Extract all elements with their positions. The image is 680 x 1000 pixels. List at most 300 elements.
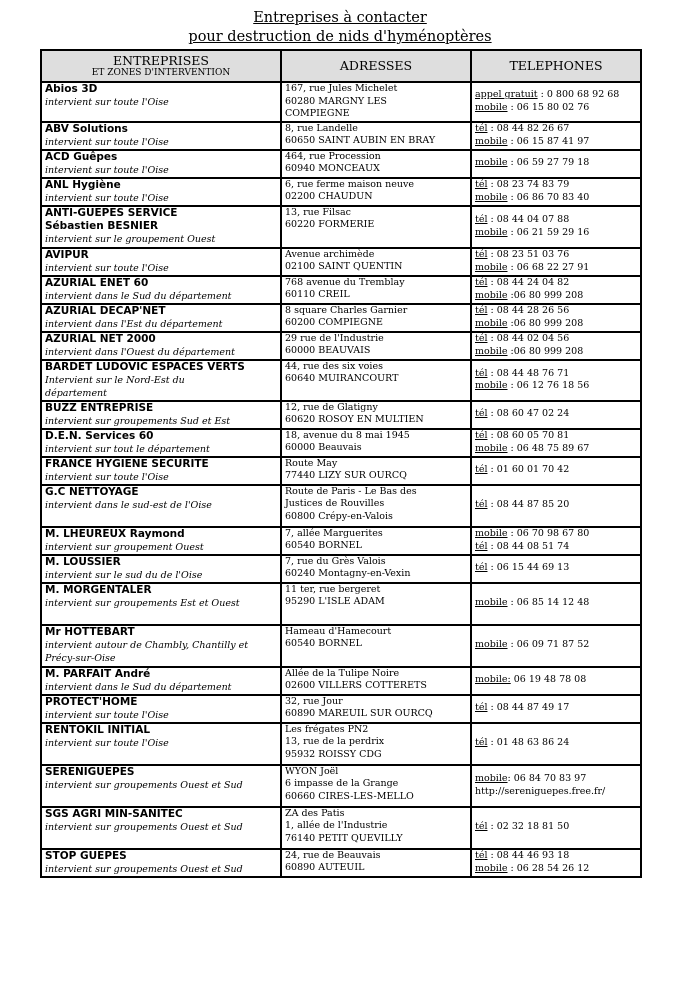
address-line: 7, allée Marguerites — [285, 527, 383, 539]
phone-number: : 06 21 59 29 16 — [507, 226, 590, 238]
company-name: BARDET LUDOVIC ESPACES VERTS — [45, 360, 245, 373]
phone-cell — [471, 555, 641, 583]
company-cell — [41, 122, 281, 150]
phone-number: : 01 60 01 70 42 — [487, 464, 570, 476]
phone-line — [475, 674, 637, 687]
company-cell — [41, 485, 281, 527]
address-line: 60620 ROSOY EN MULTIEN — [285, 414, 424, 425]
intervention-zone: intervient sur toute l'Oise — [45, 97, 169, 108]
phone-cell — [471, 485, 641, 527]
address-cell — [281, 695, 471, 723]
table-row — [41, 555, 641, 583]
phone-line — [475, 214, 637, 227]
phone-line — [475, 192, 637, 205]
table-row — [41, 150, 641, 178]
address-line: 167, rue Jules Michelet — [285, 83, 398, 94]
address-cell — [281, 555, 471, 583]
company-cell — [41, 807, 281, 849]
address-line: 464, rue Procession — [285, 150, 381, 162]
table-row — [41, 457, 641, 485]
address-line: ZA des Patis — [285, 807, 345, 819]
address-line: 60650 SAINT AUBIN EN BRAY — [285, 135, 436, 146]
table-row — [41, 695, 641, 723]
company-name: ANL Hygiène — [45, 178, 121, 191]
company-name: AZURIAL DECAP'NET — [45, 304, 166, 317]
table-row — [41, 276, 641, 304]
address-line: 60220 FORMERIE — [285, 219, 375, 230]
company-name: ABV Solutions — [45, 122, 128, 135]
intervention-zone: intervient sur groupements Ouest et Sud — [45, 779, 243, 791]
company-cell — [41, 178, 281, 206]
company-name: M. LOUSSIER — [45, 555, 121, 568]
page-title-line-1: Entreprises à contacter — [253, 10, 427, 26]
address-cell — [281, 765, 471, 807]
phone-number: : 08 44 82 26 67 — [487, 123, 570, 134]
table-row — [41, 765, 641, 807]
table-row — [41, 485, 641, 527]
phone-line — [475, 430, 637, 443]
phone-line — [475, 821, 637, 834]
phone-line — [475, 639, 637, 652]
phone-cell — [471, 178, 641, 206]
phone-type-label: tél — [475, 277, 488, 288]
phone-type-label: tél — [475, 305, 488, 316]
phone-line — [475, 528, 637, 541]
phone-cell — [471, 82, 641, 122]
address-line: 8 square Charles Garnier — [285, 304, 408, 316]
phone-cell — [471, 276, 641, 304]
address-line: Justices de Rouvilles — [285, 498, 385, 509]
phone-type-label: tél — [475, 123, 488, 134]
phone-cell — [471, 695, 641, 723]
phone-number: :06 80 999 208 — [507, 345, 584, 357]
address-line: 1, allée de l'Industrie — [285, 820, 388, 831]
phone-line — [475, 464, 637, 477]
phone-type-label: tél — [475, 333, 488, 344]
phone-line — [475, 136, 637, 149]
company-cell — [41, 555, 281, 583]
phone-type-label: tél — [475, 430, 488, 441]
phone-number: : 08 23 74 83 79 — [487, 179, 570, 190]
address-line: 60890 MAREUIL SUR OURCQ — [285, 708, 433, 719]
address-line: 77440 LIZY SUR OURCQ — [285, 470, 407, 481]
address-cell — [281, 485, 471, 527]
address-cell — [281, 206, 471, 248]
address-cell — [281, 807, 471, 849]
company-cell — [41, 583, 281, 625]
address-cell — [281, 304, 471, 332]
address-cell — [281, 178, 471, 206]
address-line: Allée de la Tulipe Noire — [285, 667, 400, 679]
phone-number: : 06 59 27 79 18 — [507, 157, 590, 169]
company-name: M. PARFAIT André — [45, 667, 151, 680]
phone-type-label: tél — [475, 214, 488, 225]
phone-line — [475, 408, 637, 421]
header-adresses-label: ADRESSES — [339, 58, 413, 73]
company-name: PROTECT'HOME — [45, 695, 138, 708]
company-name: BUZZ ENTREPRISE — [45, 401, 154, 414]
phone-number: : 06 84 70 83 97 — [507, 773, 587, 784]
phone-number: : 08 60 47 02 24 — [487, 408, 570, 420]
address-line: Les frégates PN2 — [285, 723, 369, 735]
address-line: 95290 L'ISLE ADAM — [285, 596, 385, 607]
header-entreprises-sub: ET ZONES D'INTERVENTION — [91, 67, 231, 78]
phone-type-label: tél — [475, 702, 488, 714]
phone-number: : 06 85 14 12 48 — [507, 597, 590, 609]
phone-number: : 0 800 68 92 68 — [537, 89, 620, 101]
phone-number: : 06 15 87 41 97 — [507, 135, 590, 147]
address-cell — [281, 849, 471, 877]
phone-cell — [471, 457, 641, 485]
phone-type-label: tél — [475, 499, 488, 511]
phone-type-label: mobile — [475, 317, 508, 329]
phone-line — [475, 368, 637, 381]
address-line: 24, rue de Beauvais — [285, 849, 381, 861]
phone-cell — [471, 206, 641, 248]
phone-line — [475, 102, 637, 115]
table-row — [41, 429, 641, 457]
phone-number: : 02 32 18 81 50 — [487, 821, 570, 833]
address-line: Hameau d'Hamecourt — [285, 625, 392, 637]
address-cell — [281, 429, 471, 457]
phone-type-label: mobile — [475, 597, 508, 609]
phone-number: : 08 44 48 76 71 — [487, 367, 570, 379]
intervention-zone: intervient dans le Sud du département — [45, 290, 232, 302]
address-line: 02600 VILLERS COTTERETS — [285, 680, 427, 691]
phone-type-label: tél — [475, 850, 488, 861]
intervention-zone: intervient sur groupements Ouest et Sud — [45, 863, 243, 875]
company-name: ANTI-GUEPES SERVICE — [45, 206, 178, 219]
company-cell — [41, 206, 281, 248]
address-line: 02100 SAINT QUENTIN — [285, 261, 403, 272]
phone-line — [475, 346, 637, 359]
intervention-zone: intervient sur groupements Est et Ouest — [45, 597, 240, 609]
table-row — [41, 178, 641, 206]
address-line: 60280 MARGNY LES — [285, 95, 387, 107]
address-line: 60540 BORNEL — [285, 638, 362, 649]
phone-cell — [471, 807, 641, 849]
address-cell — [281, 457, 471, 485]
address-cell — [281, 723, 471, 765]
phone-type-label: tél — [475, 821, 488, 833]
phone-number: : 08 44 46 93 18 — [487, 850, 570, 861]
company-name: Sébastien BESNIER — [45, 219, 159, 232]
header-adresses — [281, 50, 471, 82]
phone-type-label: mobile — [475, 191, 508, 203]
phone-cell — [471, 360, 641, 401]
intervention-zone: intervient sur toute l'Oise — [45, 164, 169, 176]
address-line: 60110 CREIL — [285, 289, 350, 300]
header-entreprises — [41, 50, 281, 82]
phone-cell — [471, 122, 641, 150]
phone-type-label: mobile — [475, 157, 508, 169]
phone-line — [475, 443, 637, 456]
address-line: 60890 AUTEUIL — [285, 862, 365, 873]
address-line: WYON Joël — [285, 765, 339, 777]
company-cell — [41, 457, 281, 485]
company-name: Abios 3D — [45, 83, 98, 95]
phone-cell — [471, 401, 641, 429]
phone-number: : 06 48 75 89 67 — [507, 442, 590, 454]
phone-type-label: tél — [475, 179, 488, 190]
phone-line — [475, 249, 637, 262]
company-cell — [41, 667, 281, 695]
intervention-zone: département — [45, 387, 107, 399]
company-name: SERENIGUEPES — [45, 765, 135, 778]
table-row — [41, 206, 641, 248]
company-cell — [41, 765, 281, 807]
intervention-zone: intervient dans l'Ouest du département — [45, 346, 235, 358]
address-line: Avenue archimède — [285, 248, 375, 260]
address-line: 60940 MONCEAUX — [285, 163, 380, 174]
company-name: AZURIAL ENET 60 — [45, 276, 149, 289]
company-name: AVIPUR — [45, 248, 89, 261]
address-line: 29 rue de l'Industrie — [285, 332, 384, 344]
table-row — [41, 625, 641, 667]
company-name: RENTOKIL INITIAL — [45, 723, 151, 736]
phone-line — [475, 262, 637, 275]
phone-cell — [471, 248, 641, 276]
phone-type-label: mobile — [475, 442, 508, 454]
address-line: 13, rue de la perdrix — [285, 736, 385, 747]
intervention-zone: intervient sur toute l'Oise — [45, 192, 169, 204]
phone-number: : 06 12 76 18 56 — [507, 380, 590, 391]
company-name: STOP GUEPES — [45, 849, 127, 862]
phone-type-label: mobile — [475, 135, 508, 147]
company-cell — [41, 625, 281, 667]
phone-line — [475, 562, 637, 575]
company-cell — [41, 849, 281, 877]
company-name: ACD Guêpes — [45, 150, 118, 163]
phone-type-label: tél — [475, 408, 488, 420]
address-line: COMPIEGNE — [285, 108, 350, 119]
address-line: 02200 CHAUDUN — [285, 191, 373, 202]
table-row — [41, 401, 641, 429]
intervention-zone: intervient sur toute l'Oise — [45, 471, 169, 483]
table-row — [41, 332, 641, 360]
address-cell — [281, 583, 471, 625]
company-cell — [41, 248, 281, 276]
address-cell — [281, 150, 471, 178]
table-row — [41, 122, 641, 150]
address-line: 60000 BEAUVAIS — [285, 345, 371, 356]
table-row — [41, 82, 641, 122]
address-line: 60240 Montagny-en-Vexin — [285, 568, 411, 579]
intervention-zone: Intervient sur le Nord-Est du — [45, 374, 185, 386]
table-row — [41, 849, 641, 877]
company-name: G.C NETTOYAGE — [45, 485, 139, 498]
phone-number: : 08 23 51 03 76 — [487, 249, 570, 260]
company-cell — [41, 332, 281, 360]
header-telephones — [471, 50, 641, 82]
company-cell — [41, 723, 281, 765]
address-line: 76140 PETIT QUEVILLY — [285, 832, 403, 844]
address-line: 60000 Beauvais — [285, 442, 362, 453]
address-cell — [281, 527, 471, 555]
intervention-zone: intervient sur groupements Ouest et Sud — [45, 821, 243, 833]
intervention-zone: intervient dans le sud-est de l'Oise — [45, 499, 212, 511]
company-name: AZURIAL NET 2000 — [45, 332, 156, 345]
phone-cell — [471, 765, 641, 807]
phone-type-label: tél — [475, 540, 488, 552]
phone-type-label: mobile — [475, 862, 508, 874]
phone-type-label: tél — [475, 464, 488, 476]
phone-line — [475, 157, 637, 170]
intervention-zone: intervient dans l'Est du département — [45, 318, 223, 330]
address-line: 18, avenue du 8 mai 1945 — [285, 429, 410, 441]
company-name: Mr HOTTEBART — [45, 625, 135, 638]
address-line: 60540 BORNEL — [285, 540, 362, 551]
address-line: 60200 COMPIEGNE — [285, 317, 383, 328]
table-row — [41, 360, 641, 401]
phone-line — [475, 123, 637, 136]
table-row — [41, 583, 641, 625]
intervention-zone: intervient sur toute l'Oise — [45, 737, 169, 749]
address-line: Route May — [285, 457, 338, 469]
address-cell — [281, 667, 471, 695]
phone-line — [475, 773, 637, 786]
phone-line — [475, 380, 637, 393]
phone-line — [475, 227, 637, 240]
phone-number: : 08 44 87 85 20 — [487, 499, 570, 511]
phone-number: : 01 48 63 86 24 — [487, 737, 570, 749]
phone-number: : 08 44 04 07 88 — [487, 214, 570, 225]
phone-number: :06 80 999 208 — [507, 289, 584, 301]
phone-number: :06 80 999 208 — [507, 317, 584, 329]
phone-number: : 06 15 44 69 13 — [487, 562, 570, 574]
phone-type-label: mobile — [475, 639, 508, 651]
address-line: 95932 ROISSY CDG — [285, 748, 382, 760]
address-line: 44, rue des six voies — [285, 360, 383, 372]
table-row — [41, 807, 641, 849]
intervention-zone: intervient dans le Sud du département — [45, 681, 232, 693]
phone-number: : 06 15 80 02 76 — [507, 101, 590, 113]
phone-line — [475, 179, 637, 192]
phone-cell — [471, 304, 641, 332]
phone-number: : 08 44 24 04 82 — [487, 277, 570, 288]
intervention-zone: intervient autour de Chambly, Chantilly et — [45, 639, 249, 651]
address-line: 6, rue ferme maison neuve — [285, 178, 415, 190]
intervention-zone: intervient sur toute l'Oise — [45, 136, 169, 148]
company-cell — [41, 276, 281, 304]
company-cell — [41, 429, 281, 457]
phone-number: : 08 44 08 51 74 — [487, 540, 570, 552]
intervention-zone: intervient sur groupement Ouest — [45, 541, 204, 553]
phone-line — [475, 597, 637, 610]
address-line: 7, rue du Grès Valois — [285, 555, 386, 567]
address-line: 13, rue Filsac — [285, 206, 351, 218]
phone-type-label: mobile — [475, 261, 508, 273]
phone-type-label: tél — [475, 562, 488, 574]
address-line: 8, rue Landelle — [285, 122, 358, 134]
company-cell — [41, 527, 281, 555]
phone-type-label: appel gratuit — [475, 89, 538, 101]
company-name: M. LHEUREUX Raymond — [45, 527, 185, 540]
address-cell — [281, 401, 471, 429]
phone-line — [475, 89, 637, 102]
address-line: 60660 CIRES-LES-MELLO — [285, 790, 414, 802]
phone-line — [475, 850, 637, 863]
address-line: 12, rue de Glatigny — [285, 401, 378, 413]
table-row — [41, 723, 641, 765]
company-cell — [41, 695, 281, 723]
table-row — [41, 248, 641, 276]
phone-number: : 06 68 22 27 91 — [507, 261, 590, 273]
phone-number: : 06 28 54 26 12 — [507, 862, 590, 874]
company-name: SGS AGRI MIN-SANITEC — [45, 807, 183, 820]
table-row — [41, 527, 641, 555]
intervention-zone: intervient sur tout le département — [45, 443, 210, 455]
phone-type-label: mobile — [475, 380, 508, 391]
address-line: 6 impasse de la Grange — [285, 778, 399, 789]
address-line: 60640 MUIRANCOURT — [285, 373, 399, 384]
company-name: D.E.N. Services 60 — [45, 429, 154, 442]
phone-type-label: mobile — [475, 101, 508, 113]
address-cell — [281, 82, 471, 122]
intervention-zone: intervient sur groupements Sud et Est — [45, 415, 231, 427]
address-cell — [281, 332, 471, 360]
phone-cell — [471, 150, 641, 178]
phone-number: : 06 09 71 87 52 — [507, 639, 590, 651]
header-entreprises-main: ENTREPRISES — [113, 52, 209, 68]
address-line: 32, rue Jour — [285, 695, 343, 707]
company-cell — [41, 304, 281, 332]
address-cell — [281, 625, 471, 667]
phone-cell — [471, 723, 641, 765]
phone-line — [475, 863, 637, 876]
intervention-zone: intervient sur toute l'Oise — [45, 262, 169, 274]
phone-cell — [471, 332, 641, 360]
intervention-zone: intervient sur le sud du de l'Oise — [45, 569, 203, 581]
phone-line — [475, 541, 637, 554]
address-line: 768 avenue du Tremblay — [285, 276, 405, 288]
address-line: 60800 Crépy-en-Valois — [285, 510, 393, 522]
phone-line — [475, 305, 637, 318]
address-line: 11 ter, rue bergeret — [285, 583, 381, 595]
company-cell — [41, 360, 281, 401]
table-row — [41, 304, 641, 332]
address-cell — [281, 248, 471, 276]
address-cell — [281, 122, 471, 150]
phone-type-label: mobile — [475, 289, 508, 301]
phone-line — [475, 786, 637, 799]
table-header-row — [41, 50, 641, 82]
phone-line — [475, 499, 637, 512]
phone-number: : 08 60 05 70 81 — [487, 430, 570, 441]
phone-number: : 08 44 02 04 56 — [487, 333, 570, 344]
phone-cell — [471, 625, 641, 667]
phone-cell — [471, 667, 641, 695]
phone-cell — [471, 527, 641, 555]
phone-type-label: tél — [475, 737, 488, 749]
phone-line — [475, 318, 637, 331]
phone-line — [475, 333, 637, 346]
phone-number: : 06 86 70 83 40 — [507, 191, 590, 203]
table-row — [41, 667, 641, 695]
company-cell — [41, 401, 281, 429]
phone-type-label: tél — [475, 249, 488, 260]
website-link[interactable]: http://sereniguepes.free.fr/ — [475, 785, 606, 797]
address-line: Route de Paris - Le Bas des — [285, 485, 417, 497]
phone-line — [475, 277, 637, 290]
intervention-zone: intervient sur le groupement Ouest — [45, 233, 216, 245]
company-name: FRANCE HYGIENE SECURITE — [45, 457, 209, 470]
phone-type-label: mobile — [475, 773, 508, 784]
phone-number: 06 19 48 78 08 — [510, 674, 587, 686]
phone-number: : 08 44 87 49 17 — [487, 702, 570, 714]
phone-number: : 06 70 98 67 80 — [507, 528, 590, 539]
phone-cell — [471, 429, 641, 457]
